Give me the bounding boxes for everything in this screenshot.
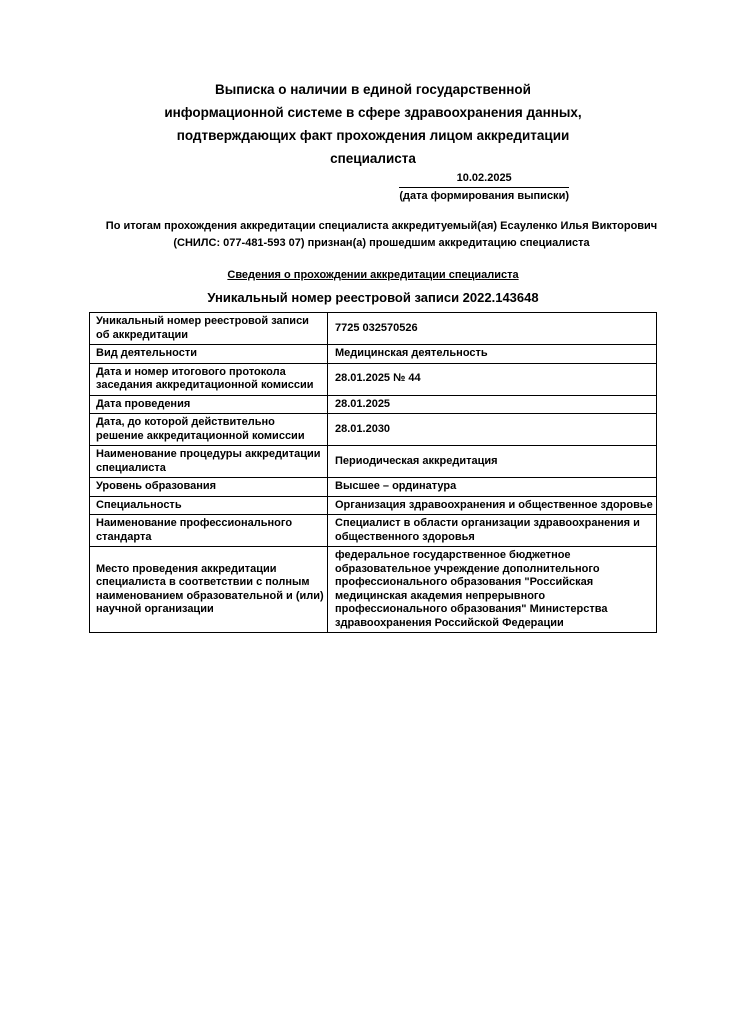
row-value: 28.01.2030 (328, 414, 657, 446)
table-row (90, 547, 657, 633)
table-row (90, 478, 657, 497)
table-row (90, 363, 657, 395)
table-row (90, 414, 657, 446)
row-value: Медицинская деятельность (328, 345, 657, 364)
section-heading: Сведения о прохождении аккредитации специалиста (227, 269, 519, 281)
row-value: Специалист в области организации здравоохранения и общественного здоровья (328, 515, 657, 547)
table-row (90, 446, 657, 478)
row-value: 28.01.2025 № 44 (328, 363, 657, 395)
table-row (90, 515, 657, 547)
row-label: Наименование профессионального стандарта (90, 515, 328, 547)
row-label: Дата проведения (90, 395, 328, 414)
registry-number-heading: Уникальный номер реестровой записи 2022.143648 (207, 290, 539, 305)
row-value: Организация здравоохранения и общественное здоровье (328, 496, 657, 515)
table-row (90, 313, 657, 345)
accreditation-table (89, 312, 657, 633)
row-value: Периодическая аккредитация (328, 446, 657, 478)
row-label: Наименование процедуры аккредитации специалиста (90, 446, 328, 478)
intro-paragraph: По итогам прохождения аккредитации специалиста аккредитуемый(ая) Есауленко Илья Викторович (СНИЛС: 077-481-593 07) признан(а) прошедшим аккредитацию специалиста (105, 220, 658, 249)
issue-date-value: 10.02.2025 (399, 172, 569, 188)
accreditation-table-body (90, 313, 657, 633)
row-label: Специальность (90, 496, 328, 515)
row-label: Место проведения аккредитации специалиста в соответствии с полным наименованием образовательной и (или) научной организации (90, 547, 328, 633)
row-value: федеральное государственное бюджетное образовательное учреждение дополнительного профессионального образования "Российская медицинская академия непрерывного профессионального образования" Министерства здравоохранения Российской Федерации (328, 547, 657, 633)
issue-date-caption: (дата формирования выписки) (399, 190, 569, 202)
row-label: Дата, до которой действительно решение аккредитационной комиссии (90, 414, 328, 446)
row-label: Уникальный номер реестровой записи об аккредитации (90, 313, 328, 345)
row-value: Высшее – ординатура (328, 478, 657, 497)
document-title: Выписка о наличии в единой государственной информационной системе в сфере здравоохранения данных, подтверждающих факт прохождения лицом аккредитации специалиста (164, 82, 582, 166)
row-label: Дата и номер итогового протокола заседания аккредитационной комиссии (90, 363, 328, 395)
table-row (90, 345, 657, 364)
row-value: 28.01.2025 (328, 395, 657, 414)
row-label: Уровень образования (90, 478, 328, 497)
table-row (90, 496, 657, 515)
row-value: 7725 032570526 (328, 313, 657, 345)
table-row (90, 395, 657, 414)
issue-date-block (399, 172, 569, 203)
row-label: Вид деятельности (90, 345, 328, 364)
